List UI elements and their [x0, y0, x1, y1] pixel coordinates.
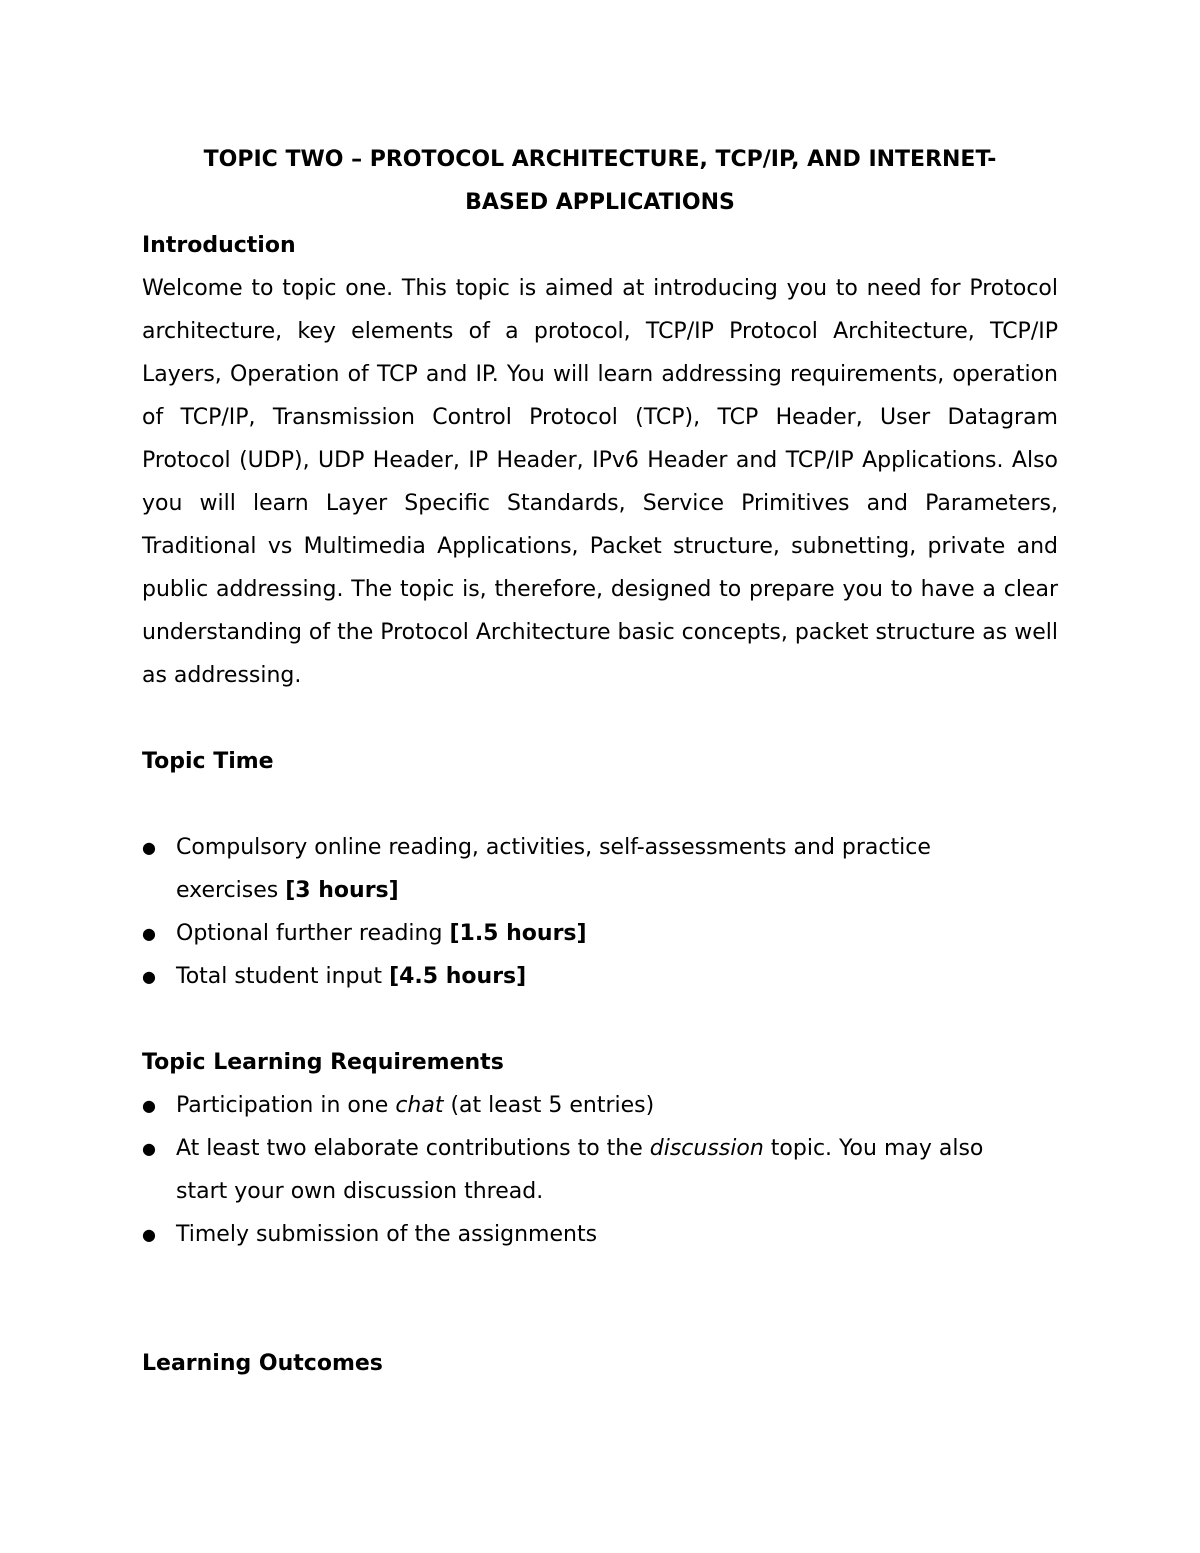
bullet-icon: ● — [142, 1096, 156, 1115]
list-item-italic: discussion — [649, 1136, 764, 1161]
title-line-1: TOPIC TWO – PROTOCOL ARCHITECTURE, TCP/IP, AND INTERNET- — [203, 147, 997, 172]
title-line-2: BASED APPLICATIONS — [465, 190, 735, 215]
list-item-text: At least two elaborate contributions to the — [176, 1136, 650, 1161]
list-item — [142, 912, 1026, 955]
list-item — [142, 1084, 1026, 1127]
topic-time-heading: Topic Time — [142, 749, 274, 774]
spacer — [142, 998, 1058, 1041]
learning-requirements-heading: Topic Learning Requirements — [142, 1050, 504, 1075]
bullet-icon: ● — [142, 1225, 156, 1244]
list-item-text: topic. You may also start your own discussion thread. — [176, 1136, 984, 1204]
spacer — [142, 783, 1058, 826]
list-item-text: Timely submission of the assignments — [176, 1222, 598, 1247]
list-item — [142, 1127, 1026, 1213]
document-title — [142, 138, 1058, 224]
introduction-paragraph: Welcome to topic one. This topic is aimed at introducing you to need for Protocol architecture, key elements of a protocol, TCP/IP Protocol Architecture, TCP/IP Layers, Operation of TCP and IP. You will learn addressing requirements, operation of TCP/IP, Transmission Control Protocol (TCP), TCP Header, User Datagram Protocol (UDP), UDP Header, IP Header, IPv6 Header and TCP/IP Applications. Also you will learn Layer Specific Standards, Service Primitives and Parameters, Traditional vs Multimedia Applications, Packet structure, subnetting, private and public addressing. The topic is, therefore, designed to prepare you to have a clear understanding of the Protocol Architecture basic concepts, packet structure as well as addressing. — [142, 276, 1058, 688]
list-item-text: Optional further reading — [176, 921, 450, 946]
learning-requirements-list — [142, 1084, 1058, 1256]
topic-time-list — [142, 826, 1058, 998]
bullet-icon: ● — [142, 967, 156, 986]
bullet-icon: ● — [142, 1139, 156, 1158]
list-item — [142, 955, 1026, 998]
list-item-hours: [1.5 hours] — [449, 921, 587, 946]
list-item-text: Participation in one — [176, 1093, 396, 1118]
bullet-icon: ● — [142, 838, 156, 857]
list-item-hours: [4.5 hours] — [389, 964, 527, 989]
spacer — [142, 697, 1058, 740]
learning-outcomes-heading: Learning Outcomes — [142, 1351, 383, 1376]
list-item-text: Compulsory online reading, activities, self-assessments and practice exercises — [176, 835, 931, 903]
list-item-text: Total student input — [176, 964, 390, 989]
list-item — [142, 1213, 1026, 1256]
spacer — [142, 1256, 1058, 1342]
list-item — [142, 826, 1026, 912]
list-item-hours: [3 hours] — [285, 878, 399, 903]
list-item-italic: chat — [395, 1093, 444, 1118]
document-page — [142, 138, 1058, 1385]
list-item-text: (at least 5 entries) — [443, 1093, 655, 1118]
bullet-icon: ● — [142, 924, 156, 943]
introduction-heading: Introduction — [142, 233, 296, 258]
